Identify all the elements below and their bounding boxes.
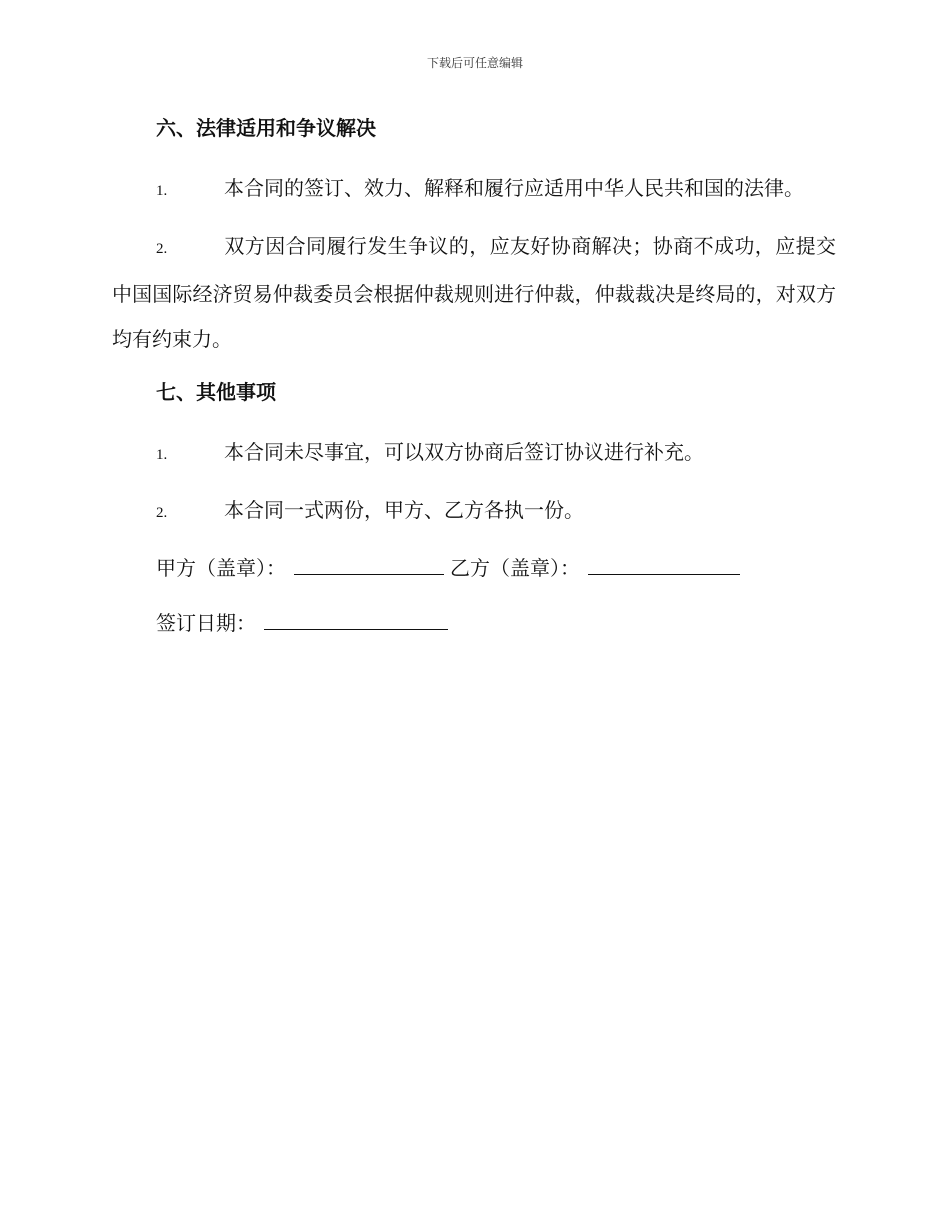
clause-text: 双方因合同履行发生争议的，应友好协商解决；协商不成功，应提交中国国际经济贸易仲裁委员会根据仲裁规则进行仲裁，仲裁裁决是终局的，对双方均有约束力。 xyxy=(112,234,836,351)
clause-number: 1. xyxy=(156,447,168,463)
clause-number: 2. xyxy=(156,241,168,257)
party-b-label: 乙方（盖章）： xyxy=(450,556,580,580)
party-a-label: 甲方（盖章）： xyxy=(156,556,286,580)
clause-number: 1. xyxy=(156,183,168,199)
page-header-note: 下载后可任意编辑 xyxy=(426,56,523,70)
section-heading-other: 七、其他事项 xyxy=(156,380,276,404)
clause-text: 本合同的签订、效力、解释和履行应适用中华人民共和国的法律。 xyxy=(224,176,804,200)
clause-6-1 xyxy=(112,166,836,214)
party-a-seal-blank xyxy=(294,556,444,575)
document-body xyxy=(112,112,836,656)
clause-text: 本合同一式两份，甲方、乙方各执一份。 xyxy=(224,498,584,522)
date-label: 签订日期： xyxy=(156,611,256,635)
clause-6-2 xyxy=(112,224,836,362)
section-heading-law: 六、法律适用和争议解决 xyxy=(156,116,376,140)
clause-7-2 xyxy=(112,488,836,536)
date-blank xyxy=(264,611,448,630)
signature-parties-line xyxy=(156,546,836,591)
signature-date-line xyxy=(156,601,836,646)
clause-number: 2. xyxy=(156,505,168,521)
clause-text: 本合同未尽事宜，可以双方协商后签订协议进行补充。 xyxy=(224,440,704,464)
party-b-seal-blank xyxy=(588,556,740,575)
clause-7-1 xyxy=(112,430,836,478)
